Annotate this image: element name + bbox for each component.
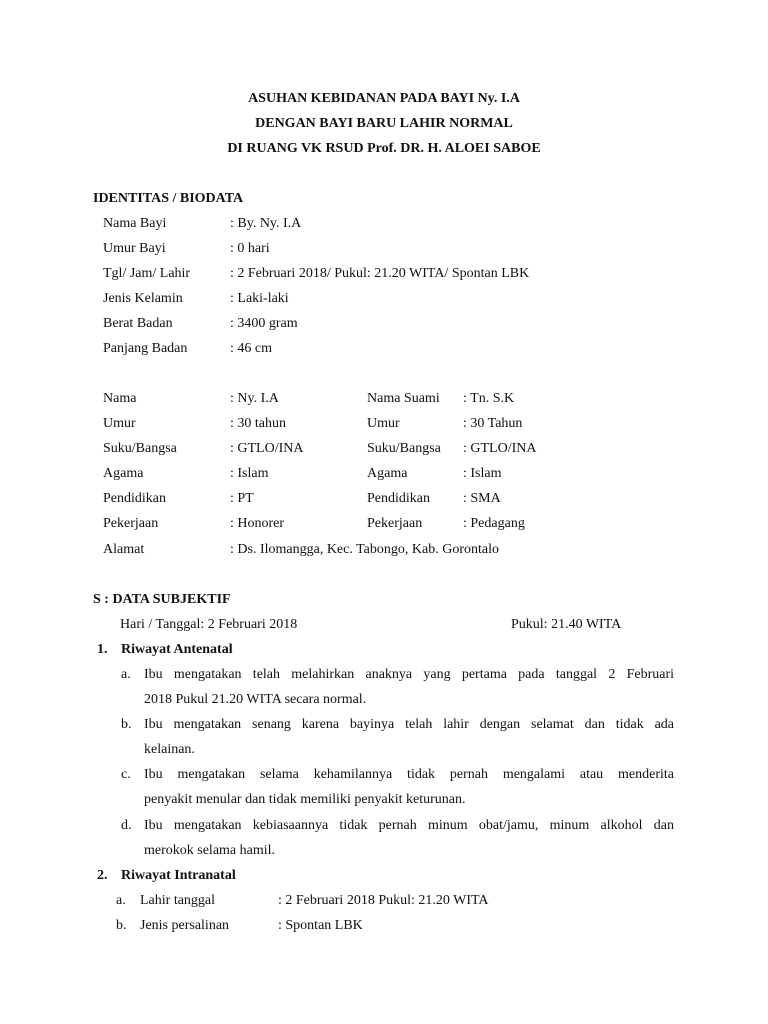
pukul: Pukul: 21.40 WITA <box>511 617 622 632</box>
bayi-label: Jenis Kelamin <box>103 291 183 306</box>
suami-label: Pendidikan <box>367 491 430 506</box>
item-letter: b. <box>121 717 132 732</box>
bayi-value: : By. Ny. I.A <box>230 216 302 231</box>
item-letter: d. <box>121 818 132 833</box>
ibu-label: Pendidikan <box>103 491 166 506</box>
antenatal-item-text: Ibu mengatakan telah melahirkan anaknya yang pertama pada tanggal 2 Februari <box>144 667 674 682</box>
item-letter: a. <box>116 893 126 908</box>
bayi-label: Nama Bayi <box>103 216 167 231</box>
alamat-value: : Ds. Ilomangga, Kec. Tabongo, Kab. Gorontalo <box>230 542 499 557</box>
document-title-line-1: ASUHAN KEBIDANAN PADA BAYI Ny. I.A <box>248 91 520 106</box>
suami-value: : 30 Tahun <box>463 416 523 431</box>
item-letter: c. <box>121 767 131 782</box>
bayi-label: Tgl/ Jam/ Lahir <box>103 266 191 281</box>
antenatal-item-cont: 2018 Pukul 21.20 WITA secara normal. <box>144 692 367 707</box>
suami-value: : SMA <box>463 491 501 506</box>
bayi-label: Berat Badan <box>103 316 173 331</box>
suami-value: : GTLO/INA <box>463 441 537 456</box>
bayi-label: Panjang Badan <box>103 341 188 356</box>
suami-label: Pekerjaan <box>367 516 423 531</box>
identitas-heading: IDENTITAS / BIODATA <box>93 191 244 206</box>
ibu-value: : Ny. I.A <box>230 391 279 406</box>
antenatal-item-cont: penyakit menular dan tidak memiliki penyakit keturunan. <box>144 792 466 807</box>
intranatal-title: Riwayat Intranatal <box>121 868 236 883</box>
suami-label: Suku/Bangsa <box>367 441 441 456</box>
ibu-value: : 30 tahun <box>230 416 286 431</box>
intranatal-item-label: Jenis persalinan <box>140 918 230 933</box>
suami-value: : Pedagang <box>463 516 525 531</box>
hari-tanggal: Hari / Tanggal: 2 Februari 2018 <box>120 617 298 632</box>
suami-label: Umur <box>367 416 400 431</box>
antenatal-item-cont: kelainan. <box>144 742 195 757</box>
item-letter: b. <box>116 918 127 933</box>
document-title-line-2: DENGAN BAYI BARU LAHIR NORMAL <box>255 116 513 131</box>
ibu-label: Nama <box>103 391 137 406</box>
document-title-line-3: DI RUANG VK RSUD Prof. DR. H. ALOEI SABOE <box>227 141 541 156</box>
bayi-value: : 0 hari <box>230 241 270 256</box>
intranatal-item-value: : 2 Februari 2018 Pukul: 21.20 WITA <box>278 893 489 908</box>
suami-label: Nama Suami <box>367 391 440 406</box>
ibu-label: Umur <box>103 416 136 431</box>
antenatal-item-text: Ibu mengatakan kebiasaannya tidak pernah minum obat/jamu, minum alkohol dan <box>144 818 674 833</box>
antenatal-item-cont: merokok selama hamil. <box>144 843 276 858</box>
ibu-value: : GTLO/INA <box>230 441 304 456</box>
bayi-value: : 2 Februari 2018/ Pukul: 21.20 WITA/ Spontan LBK <box>230 266 530 281</box>
suami-label: Agama <box>367 466 408 481</box>
intranatal-item-value: : Spontan LBK <box>278 918 363 933</box>
antenatal-title: Riwayat Antenatal <box>121 642 233 657</box>
subjektif-heading: S : DATA SUBJEKTIF <box>93 592 231 607</box>
bayi-value: : Laki-laki <box>230 291 289 306</box>
bayi-value: : 3400 gram <box>230 316 298 331</box>
antenatal-item-text: Ibu mengatakan senang karena bayinya telah lahir dengan selamat dan tidak ada <box>144 717 674 732</box>
intranatal-item-label: Lahir tanggal <box>140 893 216 908</box>
ibu-label: Agama <box>103 466 144 481</box>
ibu-label: Pekerjaan <box>103 516 159 531</box>
alamat-label: Alamat <box>103 542 145 557</box>
section-number: 1. <box>97 642 108 657</box>
antenatal-item-text: Ibu mengatakan selama kehamilannya tidak pernah mengalami atau menderita <box>144 767 674 782</box>
ibu-value: : Islam <box>230 466 269 481</box>
bayi-label: Umur Bayi <box>103 241 166 256</box>
ibu-label: Suku/Bangsa <box>103 441 177 456</box>
item-letter: a. <box>121 667 131 682</box>
bayi-value: : 46 cm <box>230 341 272 356</box>
section-number: 2. <box>97 868 108 883</box>
suami-value: : Tn. S.K <box>463 391 515 406</box>
suami-value: : Islam <box>463 466 502 481</box>
ibu-value: : PT <box>230 491 254 506</box>
ibu-value: : Honorer <box>230 516 285 531</box>
